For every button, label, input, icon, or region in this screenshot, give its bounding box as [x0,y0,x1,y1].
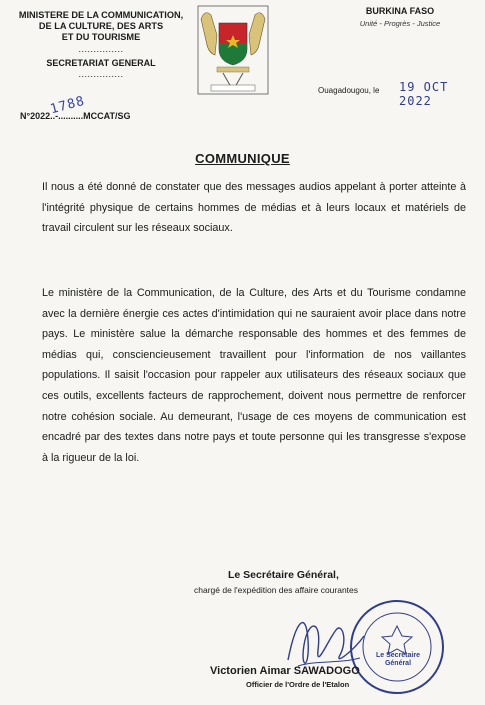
place-label: Ouagadougou, le [318,86,380,95]
national-motto: Unité - Progrès - Justice [359,19,441,28]
signatory-title: Le Secrétaire Général, [228,569,339,581]
country-name: BURKINA FASO [365,6,435,16]
date-stamp: 19 OCT 2022 [399,80,449,108]
handwritten-reference: 1788 [48,93,87,118]
ministry-name [12,10,190,43]
body-paragraph: Le ministère de la Communication, de la Culture, des Arts et du Tourisme condamne avec la dernière énergie ces actes d'intimidation qui ne sauraient avoir place dans notre pays. Le ministère salue la démarche responsable des hommes et des femmes de médias qui, consciencieusement travaillent pour l'information de nos vaillantes populations. Il saisit l'occasion pour rappeler aux utilisateurs des réseaux sociaux que ces outils, excellents facteurs de rapprochement, doivent nous permettre de renforcer notre cohésion sociale. Au demeurant, l'usage de ces moyens de communication est encadré par des textes dans notre pays et toute personne qui les transgresse s'expose à la rigueur de la loi. [42,287,466,464]
signatory-rank: Officier de l'Ordre de l'Etalon [246,680,350,689]
ministry-line: MINISTERE DE LA COMMUNICATION, [18,10,184,20]
body-paragraph: Il nous a été donné de constater que des messages audios appelant à porter atteinte à l'intégrité physique de certains hommes de médias et à leurs locaux et matériels de travail circulent sur les réseaux sociaux. [42,181,466,235]
ministry-line: ET DU TOURISME [61,32,141,42]
separator-dots: ............... [78,44,124,54]
signatory-subtitle: chargé de l'expédition des affaire courantes [194,585,359,595]
coat-of-arms-emblem [197,5,269,95]
separator-dots: ............... [78,69,124,79]
reference-number: N°2022..-..........MCCAT/SG [20,111,131,121]
official-seal [348,598,446,696]
document-title: COMMUNIQUE [195,151,290,166]
seal-label: Le Secrétaire Général [376,652,420,667]
signatory-name: Victorien Aimar SAWADOGO [210,665,360,677]
secretariat-name: SECRETARIAT GENERAL [46,58,156,68]
ministry-line: DE LA CULTURE, DES ARTS [38,21,164,31]
